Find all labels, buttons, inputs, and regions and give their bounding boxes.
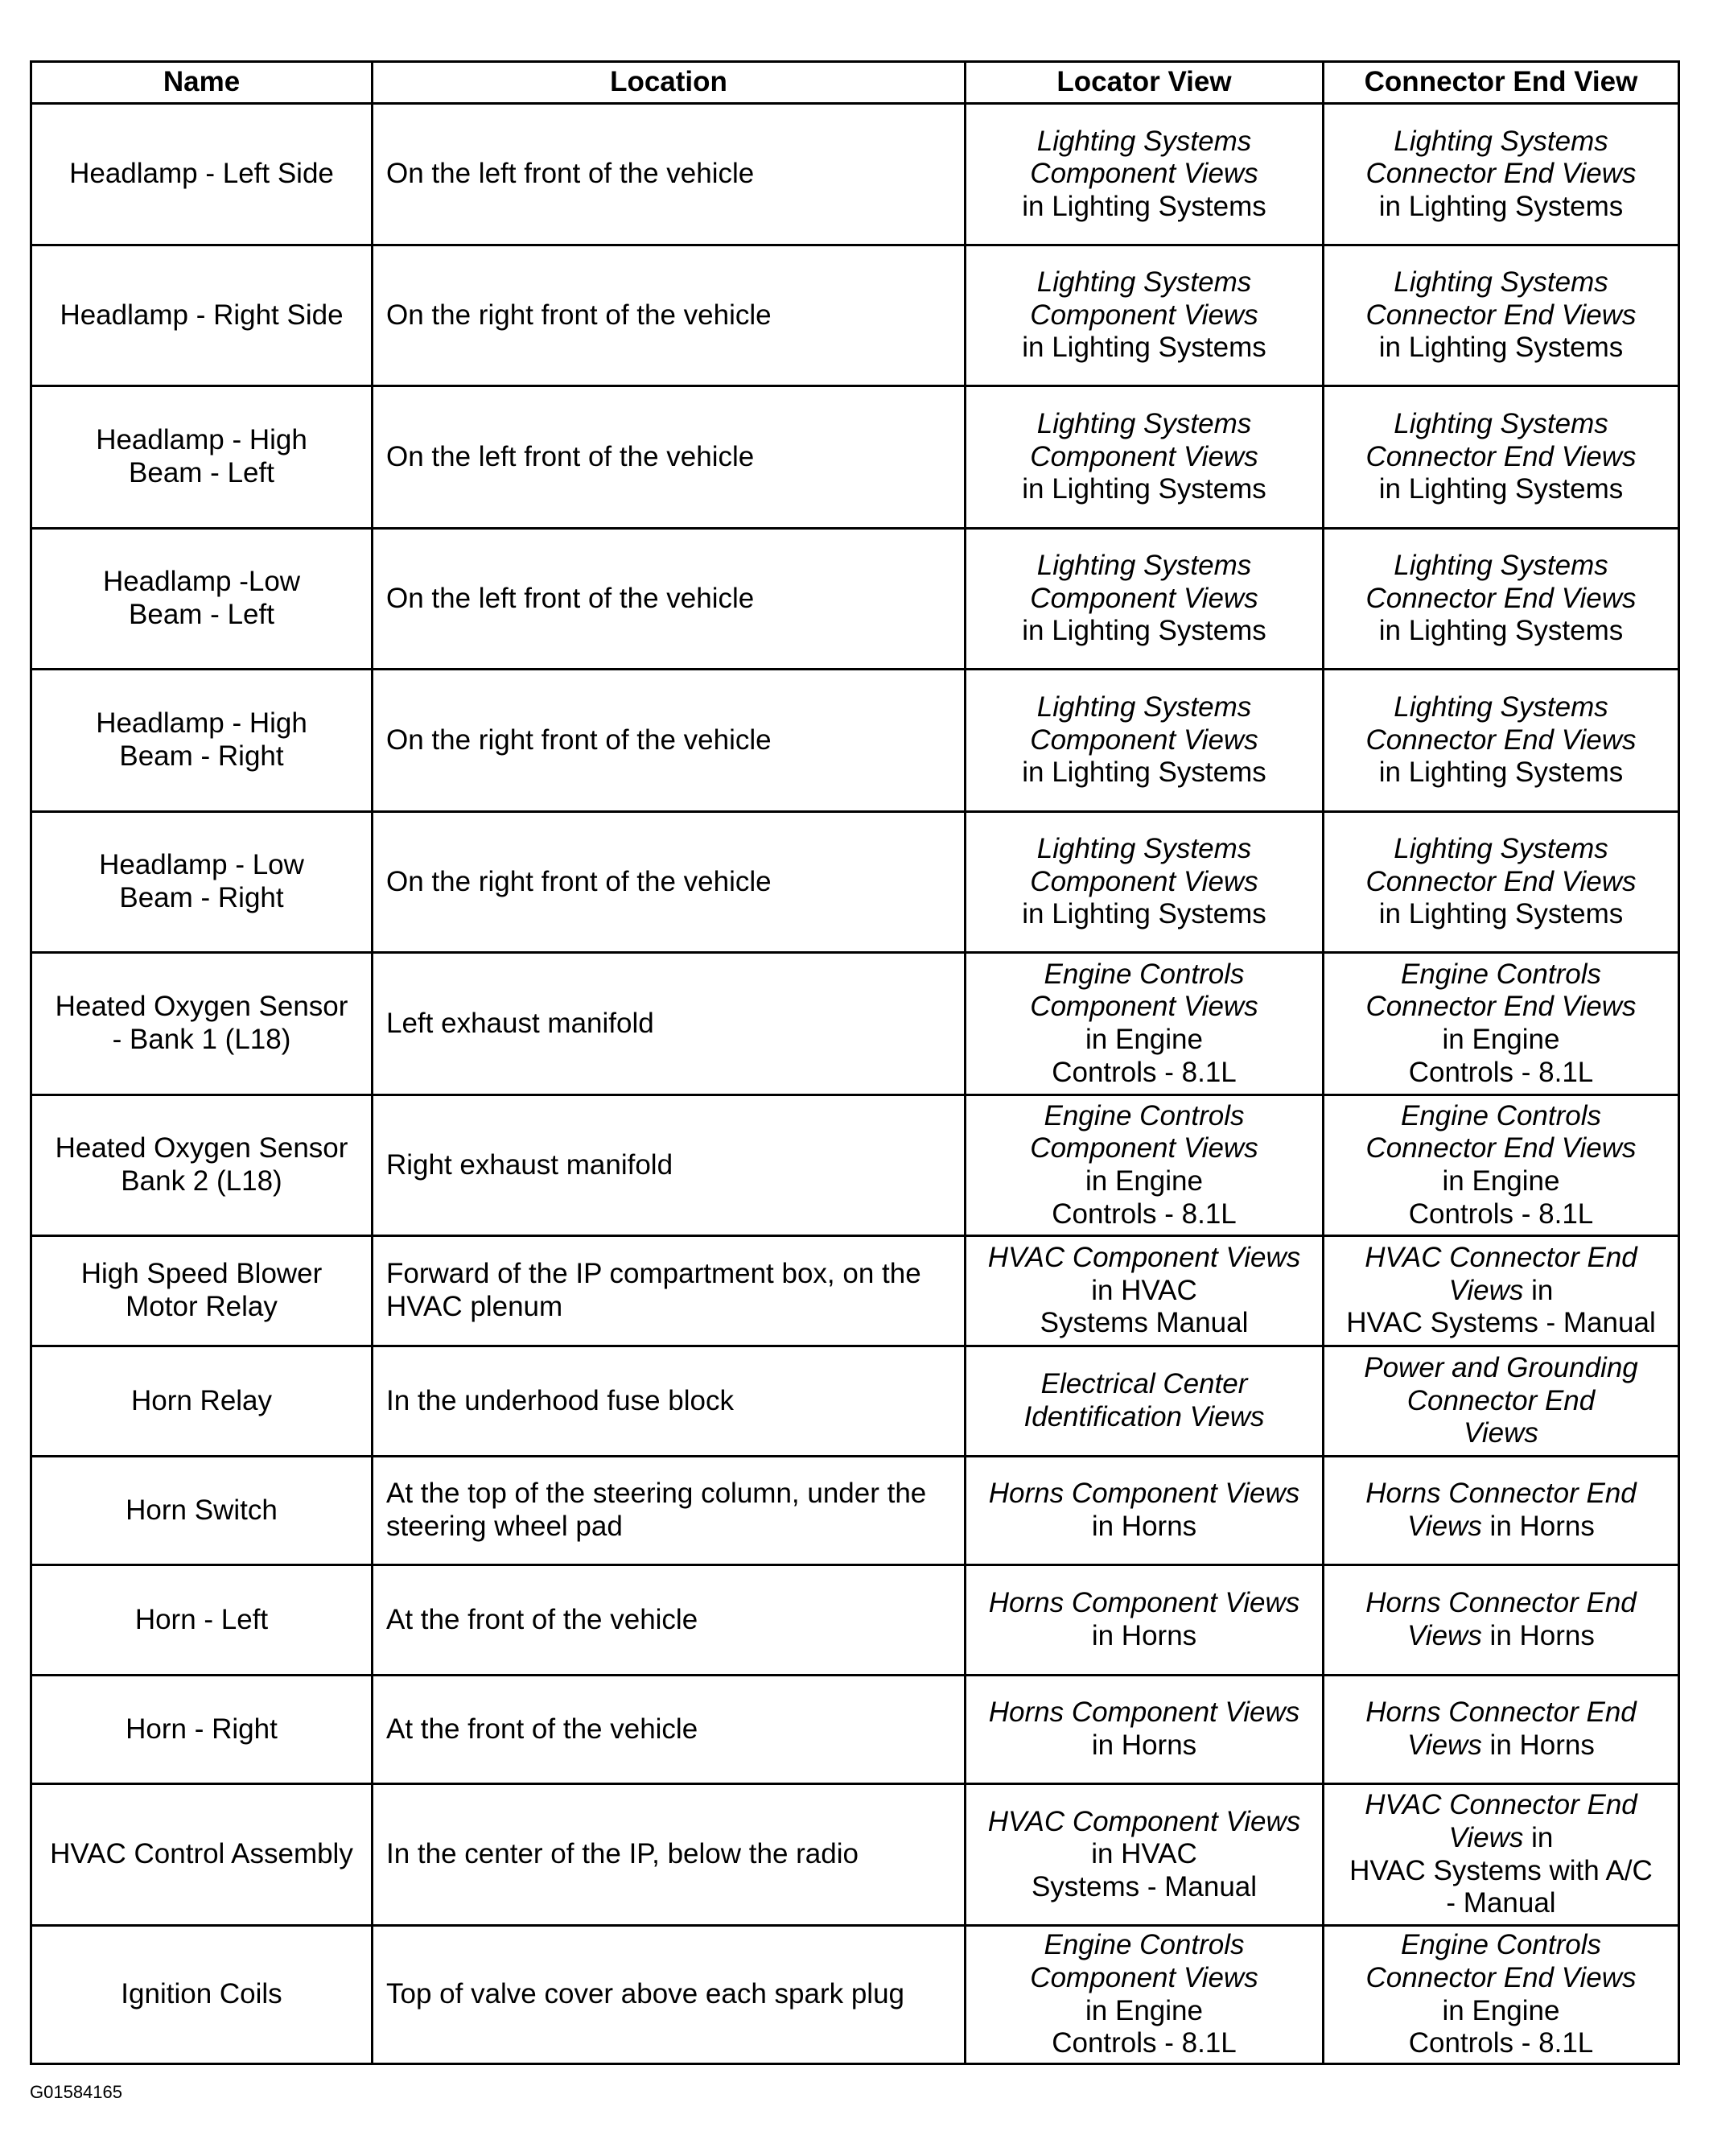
reference-title: Lighting Systems Component Views — [1030, 550, 1258, 614]
cell-locator-view — [966, 1457, 1324, 1565]
component-location: At the front of the vehicle — [386, 1603, 698, 1635]
cell-location — [373, 1565, 966, 1676]
table-row — [31, 953, 1679, 1095]
cell-name — [31, 529, 373, 670]
cell-name — [31, 1457, 373, 1565]
locator-view-reference — [1022, 126, 1266, 222]
table-row — [31, 1346, 1679, 1457]
cell-name — [31, 386, 373, 529]
cell-location — [373, 670, 966, 812]
reference-title: Lighting Systems Connector End Views — [1365, 833, 1637, 897]
header-locator-view: Locator View — [966, 62, 1324, 104]
component-name: HVAC Control Assembly — [50, 1838, 353, 1870]
connector-end-view-reference — [1366, 408, 1637, 505]
cell-location — [373, 386, 966, 529]
component-location: Left exhaust manifold — [386, 1007, 654, 1039]
locator-view-reference — [989, 1587, 1300, 1651]
cell-name — [31, 670, 373, 812]
reference-context: in Engine Controls - 8.1L — [1408, 1024, 1594, 1088]
reference-context: in Engine Controls - 8.1L — [1408, 1165, 1594, 1230]
cell-location — [373, 812, 966, 953]
reference-title: Horns Connector End Views — [1365, 1587, 1637, 1651]
reference-context: in Horns — [1481, 1511, 1595, 1542]
connector-end-view-reference — [1364, 1352, 1638, 1449]
reference-context: in Lighting Systems — [1378, 332, 1624, 364]
reference-title: Power and Grounding Connector End Views — [1364, 1352, 1638, 1449]
component-location: At the front of the vehicle — [386, 1713, 698, 1745]
table-row — [31, 1676, 1679, 1784]
component-location: On the left front of the vehicle — [386, 582, 755, 614]
cell-connector-end-view — [1324, 1565, 1679, 1676]
cell-location — [373, 1457, 966, 1565]
reference-context: in Lighting Systems — [1022, 898, 1266, 930]
cell-location — [373, 104, 966, 245]
table-row — [31, 1784, 1679, 1926]
connector-end-view-reference — [1366, 550, 1637, 646]
reference-title: Lighting Systems Component Views — [1030, 125, 1258, 190]
component-location: At the top of the steering column, under the steering wheel pad — [386, 1478, 927, 1542]
cell-location — [373, 529, 966, 670]
reference-context: in Engine Controls - 8.1L — [1052, 1024, 1237, 1088]
cell-connector-end-view — [1324, 104, 1679, 245]
table-row — [31, 812, 1679, 953]
component-name: Ignition Coils — [121, 1978, 282, 2010]
reference-context: in Lighting Systems — [1022, 615, 1266, 647]
reference-title: Horns Component Views — [988, 1478, 1300, 1510]
connector-end-view-reference — [1365, 1587, 1637, 1651]
cell-locator-view — [966, 953, 1324, 1095]
locator-view-reference — [1022, 833, 1266, 930]
cell-locator-view — [966, 1095, 1324, 1236]
component-location: On the left front of the vehicle — [386, 158, 755, 190]
component-locator-table — [30, 60, 1680, 2065]
cell-locator-view — [966, 104, 1324, 245]
reference-context: in HVAC Systems - Manual — [1031, 1838, 1258, 1902]
component-location: In the underhood fuse block — [386, 1384, 734, 1416]
reference-title: Lighting Systems Component Views — [1030, 691, 1258, 756]
component-location: On the right front of the vehicle — [386, 723, 772, 756]
reference-context: in Lighting Systems — [1378, 756, 1624, 789]
locator-view-reference — [989, 1478, 1300, 1542]
component-location: In the center of the IP, below the radio — [386, 1838, 859, 1870]
reference-context: in HVAC Systems - Manual — [1346, 1274, 1656, 1339]
locator-view-reference — [989, 1696, 1300, 1761]
cell-locator-view — [966, 1676, 1324, 1784]
connector-end-view-reference — [1349, 1789, 1653, 1919]
reference-title: HVAC Connector End Views — [1365, 1789, 1637, 1853]
cell-name — [31, 1784, 373, 1926]
cell-connector-end-view — [1324, 1095, 1679, 1236]
cell-name — [31, 1095, 373, 1236]
component-location: On the right front of the vehicle — [386, 299, 772, 331]
reference-title: Lighting Systems Component Views — [1030, 833, 1258, 897]
component-location: On the left front of the vehicle — [386, 440, 755, 472]
cell-locator-view — [966, 1236, 1324, 1346]
cell-location — [373, 1236, 966, 1346]
cell-locator-view — [966, 1926, 1324, 2064]
reference-title: Lighting Systems Component Views — [1030, 408, 1258, 472]
cell-connector-end-view — [1324, 529, 1679, 670]
cell-name — [31, 812, 373, 953]
reference-title: Engine Controls Connector End Views — [1365, 1099, 1637, 1165]
cell-name — [31, 245, 373, 386]
cell-location — [373, 245, 966, 386]
locator-view-reference — [988, 1242, 1300, 1338]
component-name: Horn Switch — [126, 1494, 278, 1526]
reference-title: Engine Controls Component Views — [1030, 1099, 1258, 1165]
component-name: Headlamp - High Beam - Right — [96, 707, 307, 772]
component-name: Headlamp - Left Side — [69, 158, 334, 190]
reference-title: HVAC Connector End Views — [1365, 1242, 1637, 1306]
reference-title: Lighting Systems Connector End Views — [1365, 408, 1637, 472]
cell-name — [31, 1346, 373, 1457]
cell-connector-end-view — [1324, 1457, 1679, 1565]
connector-end-view-reference — [1346, 1242, 1655, 1338]
reference-title: HVAC Component Views — [987, 1242, 1301, 1274]
figure-id: G01584165 — [30, 2082, 122, 2102]
cell-location — [373, 1784, 966, 1926]
cell-connector-end-view — [1324, 1926, 1679, 2064]
component-name: Heated Oxygen Sensor Bank 2 (L18) — [55, 1132, 348, 1197]
cell-name — [31, 104, 373, 245]
connector-end-view-reference — [1366, 1929, 1637, 2059]
component-name: Headlamp - Low Beam - Right — [99, 849, 304, 913]
reference-context: in Lighting Systems — [1022, 473, 1266, 505]
locator-view-reference — [1022, 550, 1266, 646]
reference-context: in Horns — [1481, 1620, 1595, 1651]
cell-locator-view — [966, 670, 1324, 812]
locator-view-reference — [988, 1806, 1300, 1902]
cell-connector-end-view — [1324, 1784, 1679, 1926]
cell-locator-view — [966, 386, 1324, 529]
cell-connector-end-view — [1324, 1346, 1679, 1457]
table-header-row — [31, 62, 1679, 104]
table-row — [31, 1457, 1679, 1565]
header-location: Location — [373, 62, 966, 104]
locator-view-reference — [1030, 1100, 1258, 1230]
table-row — [31, 245, 1679, 386]
reference-context: in HVAC Systems Manual — [1040, 1274, 1249, 1339]
cell-name — [31, 1676, 373, 1784]
reference-context: in Lighting Systems — [1378, 190, 1624, 222]
table-row — [31, 1236, 1679, 1346]
reference-title: Engine Controls Component Views — [1030, 958, 1258, 1023]
cell-location — [373, 1095, 966, 1236]
reference-title: Engine Controls Connector End Views — [1365, 1929, 1637, 1993]
cell-connector-end-view — [1324, 953, 1679, 1095]
locator-view-reference — [1030, 958, 1258, 1088]
reference-context: in Engine Controls - 8.1L — [1052, 1165, 1237, 1230]
cell-name — [31, 1236, 373, 1346]
reference-context: in HVAC Systems with A/C - Manual — [1349, 1821, 1653, 1919]
component-name: Headlamp - High Beam - Left — [96, 424, 307, 489]
reference-title: Horns Component Views — [988, 1696, 1300, 1729]
component-name: Headlamp - Right Side — [60, 299, 344, 331]
reference-title: Lighting Systems Connector End Views — [1365, 125, 1637, 190]
reference-context: in Lighting Systems — [1022, 332, 1266, 364]
component-name: Heated Oxygen Sensor - Bank 1 (L18) — [55, 991, 348, 1055]
table-row — [31, 1565, 1679, 1676]
table-row — [31, 104, 1679, 245]
reference-context: in Horns — [1091, 1620, 1197, 1651]
component-name: High Speed Blower Motor Relay — [80, 1258, 323, 1322]
locator-view-reference — [1022, 408, 1266, 505]
locator-view-reference — [1022, 691, 1266, 788]
reference-title: Horns Connector End Views — [1365, 1696, 1637, 1761]
connector-end-view-reference — [1366, 833, 1637, 930]
cell-connector-end-view — [1324, 1676, 1679, 1784]
reference-title: Engine Controls Component Views — [1030, 1929, 1258, 1993]
component-location: Right exhaust manifold — [386, 1148, 673, 1181]
header-connector-end-view: Connector End View — [1324, 62, 1679, 104]
cell-location — [373, 1926, 966, 2064]
table-row — [31, 529, 1679, 670]
reference-context: in Lighting Systems — [1022, 190, 1266, 222]
reference-context: in Lighting Systems — [1378, 473, 1624, 505]
table-row — [31, 1095, 1679, 1236]
locator-view-reference — [1030, 1929, 1258, 2059]
table-body — [31, 104, 1679, 2064]
cell-connector-end-view — [1324, 812, 1679, 953]
cell-locator-view — [966, 1565, 1324, 1676]
connector-end-view-reference — [1366, 958, 1637, 1088]
table-row — [31, 670, 1679, 812]
component-name: Horn - Left — [134, 1603, 269, 1635]
reference-title: Lighting Systems Connector End Views — [1365, 550, 1637, 614]
reference-title: Engine Controls Connector End Views — [1365, 958, 1637, 1023]
table-row — [31, 1926, 1679, 2064]
cell-connector-end-view — [1324, 386, 1679, 529]
component-name: Headlamp -Low Beam - Left — [102, 566, 301, 630]
connector-end-view-reference — [1366, 691, 1637, 788]
locator-view-reference — [1024, 1368, 1265, 1433]
header-name: Name — [31, 62, 373, 104]
connector-end-view-reference — [1365, 1478, 1637, 1542]
cell-name — [31, 1926, 373, 2064]
component-name: Horn - Right — [126, 1713, 278, 1745]
locator-view-reference — [1022, 266, 1266, 363]
cell-locator-view — [966, 245, 1324, 386]
reference-context: in Engine Controls - 8.1L — [1408, 1994, 1594, 2059]
reference-context: in Engine Controls - 8.1L — [1052, 1994, 1237, 2059]
cell-locator-view — [966, 1784, 1324, 1926]
component-location: On the right front of the vehicle — [386, 865, 772, 897]
reference-title: Lighting Systems Connector End Views — [1365, 691, 1637, 756]
cell-locator-view — [966, 529, 1324, 670]
reference-title: Horns Component Views — [988, 1587, 1300, 1619]
reference-context: in Horns — [1481, 1729, 1595, 1761]
table-row — [31, 386, 1679, 529]
component-location: Top of valve cover above each spark plug — [386, 1978, 904, 2010]
reference-title: Lighting Systems Connector End Views — [1365, 266, 1637, 331]
reference-context: in Lighting Systems — [1378, 615, 1624, 647]
connector-end-view-reference — [1365, 1696, 1637, 1761]
cell-connector-end-view — [1324, 670, 1679, 812]
cell-connector-end-view — [1324, 245, 1679, 386]
reference-title: Lighting Systems Component Views — [1030, 266, 1258, 331]
cell-locator-view — [966, 1346, 1324, 1457]
component-name: Horn Relay — [130, 1384, 273, 1416]
reference-context: in Lighting Systems — [1378, 898, 1624, 930]
cell-location — [373, 953, 966, 1095]
reference-context: in Horns — [1091, 1511, 1197, 1542]
cell-location — [373, 1346, 966, 1457]
connector-end-view-reference — [1366, 126, 1637, 222]
cell-name — [31, 953, 373, 1095]
cell-locator-view — [966, 812, 1324, 953]
reference-title: Horns Connector End Views — [1365, 1478, 1637, 1542]
reference-title: Electrical Center Identification Views — [1023, 1368, 1265, 1433]
cell-connector-end-view — [1324, 1236, 1679, 1346]
reference-title: HVAC Component Views — [987, 1805, 1301, 1837]
cell-location — [373, 1676, 966, 1784]
connector-end-view-reference — [1366, 1100, 1637, 1230]
connector-end-view-reference — [1366, 266, 1637, 363]
component-location: Forward of the IP compartment box, on the HVAC plenum — [386, 1258, 921, 1322]
reference-context: in Lighting Systems — [1022, 756, 1266, 789]
cell-name — [31, 1565, 373, 1676]
reference-context: in Horns — [1091, 1729, 1197, 1761]
